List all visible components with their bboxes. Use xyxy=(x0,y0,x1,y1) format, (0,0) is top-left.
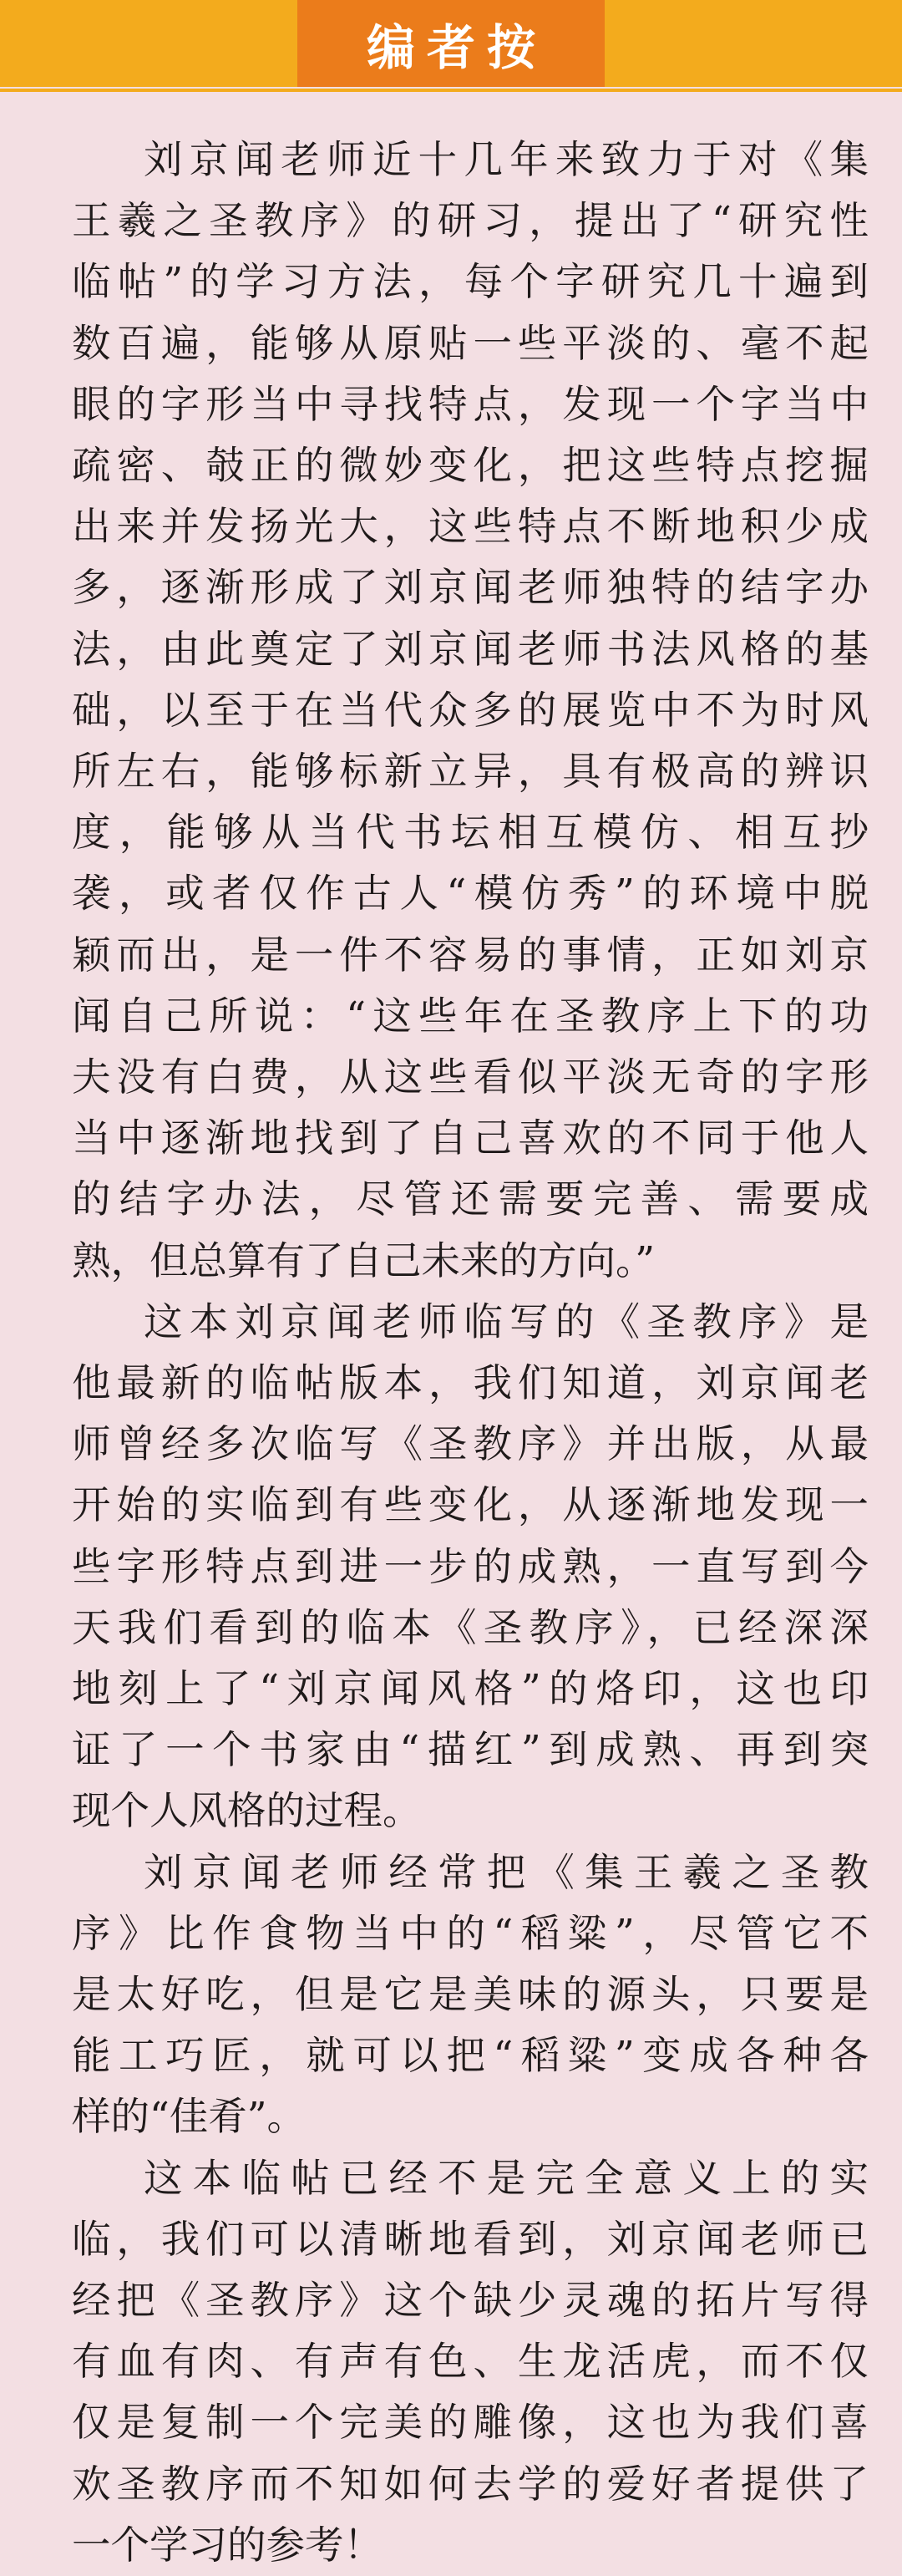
paragraph-line: 度，能够从当代书坛相互模仿、相互抄 xyxy=(72,810,869,856)
paragraph-line: 经把《圣教序》这个缺少灵魂的拓片写得 xyxy=(72,2278,869,2323)
paragraph-line: 袭，或者仅作古人“模仿秀”的环境中脱 xyxy=(72,871,869,917)
paragraph-line: 仅是复制一个完美的雕像，这也为我们喜 xyxy=(72,2400,869,2446)
paragraph-line: 王羲之圣教序》的研习，提出了“研究性 xyxy=(72,198,869,244)
article-body xyxy=(0,89,902,2568)
paragraph-line: 法，由此奠定了刘京闻老师书法风格的基 xyxy=(72,626,869,672)
paragraph-line: 数百遍，能够从原贴一些平淡的、毫不起 xyxy=(72,320,869,366)
paragraph-line: 出来并发扬光大，这些特点不断地积少成 xyxy=(72,504,869,550)
paragraph-line: 他最新的临帖版本，我们知道，刘京闻老 xyxy=(72,1360,869,1405)
paragraph-line: 所左右，能够标新立异，具有极高的辨识 xyxy=(72,749,869,794)
paragraph-line: 能工巧匠，就可以把“稻粱”变成各种各 xyxy=(72,2033,869,2079)
paragraph-line: 颖而出，是一件不容易的事情，正如刘京 xyxy=(72,932,869,978)
paragraph-line: 天我们看到的临本《圣教序》，已经深深 xyxy=(72,1604,869,1650)
paragraph-line: 夫没有白费，从这些看似平淡无奇的字形 xyxy=(72,1054,869,1100)
paragraph-line: 当中逐渐地找到了自己喜欢的不同于他人 xyxy=(72,1115,869,1161)
paragraph-line: 疏密、攲正的微妙变化，把这些特点挖掘 xyxy=(72,443,869,488)
paragraph-line: 现个人风格的过程。 xyxy=(72,1788,422,1834)
paragraph-line: 序》比作食物当中的“稻粱”，尽管它不 xyxy=(72,1910,869,1956)
page-title: 编者按 xyxy=(366,19,547,76)
paragraph-line: 础，以至于在当代众多的展览中不为时风 xyxy=(72,687,869,733)
paragraph-line: 地刻上了“刘京闻风格”的烙印，这也印 xyxy=(72,1666,869,1711)
title-box xyxy=(297,0,605,87)
paragraph-line: 这本临帖已经不是完全意义上的实 xyxy=(144,2155,869,2201)
paragraph-line: 样的“佳肴”。 xyxy=(72,2094,307,2140)
paragraph-line: 是太好吃，但是它是美味的源头，只要是 xyxy=(72,1972,869,2017)
paragraph-line: 这本刘京闻老师临写的《圣教序》是 xyxy=(144,1298,869,1344)
paragraph-line: 些字形特点到进一步的成熟，一直写到今 xyxy=(72,1543,869,1589)
paragraph-line: 有血有肉、有声有色、生龙活虎，而不仅 xyxy=(72,2339,869,2385)
paragraph-line: 多，逐渐形成了刘京闻老师独特的结字办 xyxy=(72,565,869,611)
paragraph-line: 闻自己所说：“这些年在圣教序上下的功 xyxy=(72,993,869,1039)
paragraph-line: 的结字办法，尽管还需要完善、需要成 xyxy=(72,1176,869,1222)
paragraph-line: 眼的字形当中寻找特点，发现一个字当中 xyxy=(72,381,869,427)
paragraph-line: 临帖”的学习方法，每个字研究几十遍到 xyxy=(72,259,869,305)
paragraph-line: 开始的实临到有些变化，从逐渐地发现一 xyxy=(72,1482,869,1528)
paragraph-line: 欢圣教序而不知如何去学的爱好者提供了 xyxy=(72,2461,869,2507)
paragraph-line: 师曾经多次临写《圣教序》并出版，从最 xyxy=(72,1421,869,1467)
paragraph-line: 刘京闻老师经常把《集王羲之圣教 xyxy=(144,1849,869,1895)
paragraph-line: 临，我们可以清晰地看到，刘京闻老师已 xyxy=(72,2216,869,2262)
paragraph-line: 一个学习的参考！ xyxy=(72,2522,383,2568)
paragraph-line: 熟，但总算有了自己未来的方向。” xyxy=(72,1237,656,1283)
paragraph-line: 刘京闻老师近十几年来致力于对《集 xyxy=(144,137,869,182)
paragraph-line: 证了一个书家由“描红”到成熟、再到突 xyxy=(72,1727,869,1773)
